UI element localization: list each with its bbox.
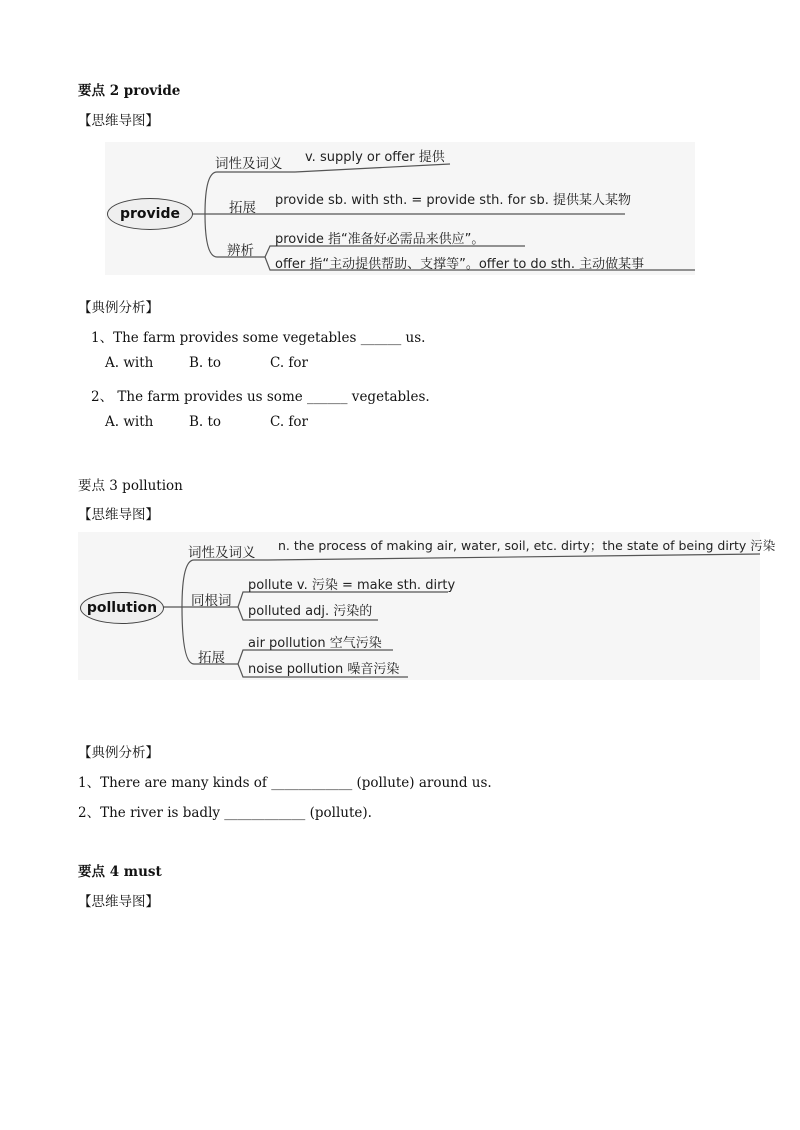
pollution-branch2-label: 同根词 (191, 593, 232, 609)
section2-q2-option-b: B. to (189, 414, 222, 430)
pollution-center-node: pollution (80, 592, 164, 624)
pollution-branch3-text1: air pollution 空气污染 (248, 636, 382, 651)
section2-question-2: 2、 The farm provides us some ______ vegetables. (91, 389, 430, 405)
section2-q1-option-b: B. to (189, 355, 222, 371)
pollution-branch2-text1: pollute v. 污染 = make sth. dirty (248, 578, 456, 593)
pollution-branch2-text2: polluted adj. 污染的 (248, 604, 373, 619)
provide-branch1-label: 词性及词义 (215, 156, 283, 172)
pollution-branch1-text: n. the process of making air, water, soil, etc. dirty；the state of being dirty 污染 (278, 538, 776, 553)
section2-q1-option-a: A. with (105, 355, 154, 371)
pollution-mindmap-lines (78, 532, 760, 680)
section2-q1-option-c: C. for (270, 355, 309, 371)
section3-examples-label: 【典例分析】 (78, 745, 159, 761)
pollution-branch1-label: 词性及词义 (188, 545, 256, 561)
provide-branch3-label: 辨析 (227, 243, 254, 259)
section2-q2-option-a: A. with (105, 414, 154, 430)
section2-question-1: 1、The farm provides some vegetables ______ us. (91, 330, 426, 346)
section3-question-1: 1、There are many kinds of ____________ (pollute) around us. (78, 775, 492, 791)
provide-branch3-text2: offer 指“主动提供帮助、支撑等”。offer to do sth. 主动做某事 (275, 257, 645, 272)
provide-mindmap (105, 142, 695, 275)
pollution-branch3-text2: noise pollution 噪音污染 (248, 662, 400, 677)
provide-center-node: provide (107, 198, 193, 230)
section2-heading: 要点 2 provide (78, 83, 181, 99)
section3-heading: 要点 3 pollution (78, 478, 183, 494)
section4-heading: 要点 4 must (78, 864, 162, 880)
section3-mindmap-label: 【思维导图】 (78, 507, 159, 523)
section2-examples-label: 【典例分析】 (78, 300, 159, 316)
section2-q2-option-c: C. for (270, 414, 309, 430)
provide-branch2-text: provide sb. with sth. = provide sth. for sb. 提供某人某物 (275, 193, 631, 208)
pollution-mindmap (78, 532, 776, 680)
provide-branch3-text1: provide 指“准备好必需品来供应”。 (275, 232, 485, 247)
section3-question-2: 2、The river is badly ____________ (pollute). (78, 805, 372, 821)
section4-mindmap-label: 【思维导图】 (78, 894, 159, 910)
provide-branch1-text: v. supply or offer 提供 (305, 150, 445, 165)
section2-mindmap-label: 【思维导图】 (78, 113, 159, 129)
pollution-branch3-label: 拓展 (198, 650, 225, 666)
provide-branch2-label: 拓展 (229, 200, 256, 216)
